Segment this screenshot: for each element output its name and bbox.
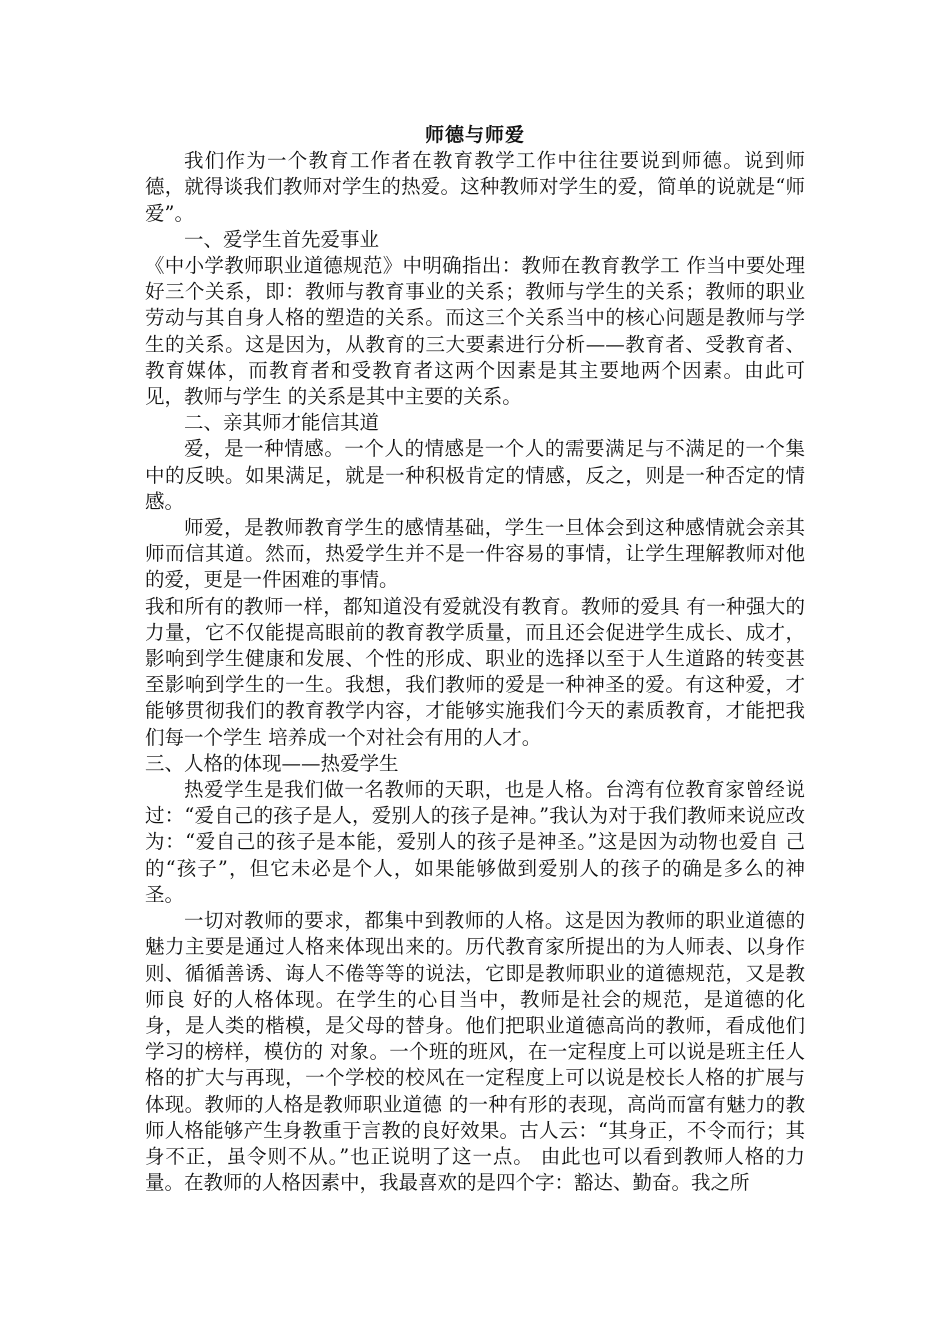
paragraph-love-emotion: 爱，是一种情感。一个人的情感是一个人的需要满足与不满足的一个集中的反映。如果满足，就是一种积极肯定的情感，反之，则是一种否定的情感。 — [145, 437, 805, 513]
paragraph-love-students: 热爱学生是我们做一名教师的天职，也是人格。台湾有位教育家曾经说过：“爱自己的孩子是人，爱别人的孩子是神。”我认为对于我们教师来说应改为：“爱自己的孩子是本能，爱别人的孩子是神圣。”这是因为动物也爱自 己的“孩子”，但它未必是个人，如果能够做到爱别人的孩子的确是多么的神圣。 — [145, 778, 805, 906]
section-heading-3: 三、人格的体现——热爱学生 — [145, 751, 399, 775]
section-heading-2: 二、亲其师才能信其道 — [184, 411, 380, 435]
paragraph-section-1: 《中小学教师职业道德规范》中明确指出：教师在教育教学工 作当中要处理好三个关系，即：教师与教育事业的关系；教师与学生的关系；教师的职业劳动与其自身人格的塑造的关系。而这三个关系当中的核心问题是教师与学 生的关系。这是因为，从教育的三大要素进行分析——教育者、受教育者、教育媒体，而教育者和受教育者这两个因素是其主要地两个因素。由此可见，教师与学生 的关系是其中主要的关系。 — [145, 254, 805, 409]
paragraph-intro: 我们作为一个教育工作者在教育教学工作中往往要说到师德。说到师德，就得谈我们教师对学生的热爱。这种教师对学生的爱，简单的说就是“师爱”。 — [145, 149, 805, 225]
section-heading-1: 一、爱学生首先爱事业 — [184, 227, 380, 251]
paragraph-no-love-no-education: 我和所有的教师一样，都知道没有爱就没有教育。教师的爱具 有一种强大的力量，它不仅能提高眼前的教育教学质量，而且还会促进学生成长、成才，影响到学生健康和发展、个性的形成、职业的选择以至于人生道路的转变甚 至影响到学生的一生。我想，我们教师的爱是一种神圣的爱。有这种爱，才能够贯彻我们的教育教学内容，才能够实施我们今天的素质教育，才能把我们每一个学生 培养成一个对社会有用的人才。 — [145, 594, 805, 749]
document-title: 师德与师爱 — [424, 124, 525, 146]
paragraph-teacher-personality: 一切对教师的要求，都集中到教师的人格。这是因为教师的职业道德的魅力主要是通过人格来体现出来的。历代教育家所提出的为人师表、以身作则、循循善诱、诲人不倦等等的说法，它即是教师职业的道德规范，又是教师良 好的人格体现。在学生的心目当中，教师是社会的规范，是道德的化身，是人类的楷模，是父母的替身。他们把职业道德高尚的教师，看成他们学习的榜样，模仿的 对象。一个班的班风，在一定程度上可以说是班主任人格的扩大与再现，一个学校的校风在一定程度上可以说是校长人格的扩展与体现。教师的人格是教师职业道德 的一种有形的表现，高尚而富有魅力的教师人格能够产生身教重于言教的良好效果。古人云：“其身正，不令而行；其身不正，虽令则不从。”也正说明了这一点。 由此也可以看到教师人格的力量。在教师的人格因素中，我最喜欢的是四个字：豁达、勤奋。我之所 — [145, 909, 805, 1195]
paragraph-teacher-love: 师爱，是教师教育学生的感情基础，学生一旦体会到这种感情就会亲其师而信其道。然而，热爱学生并不是一件容易的事情，让学生理解教师对他的爱，更是一件困难的事情。 — [145, 516, 805, 592]
document-page — [145, 122, 805, 1196]
